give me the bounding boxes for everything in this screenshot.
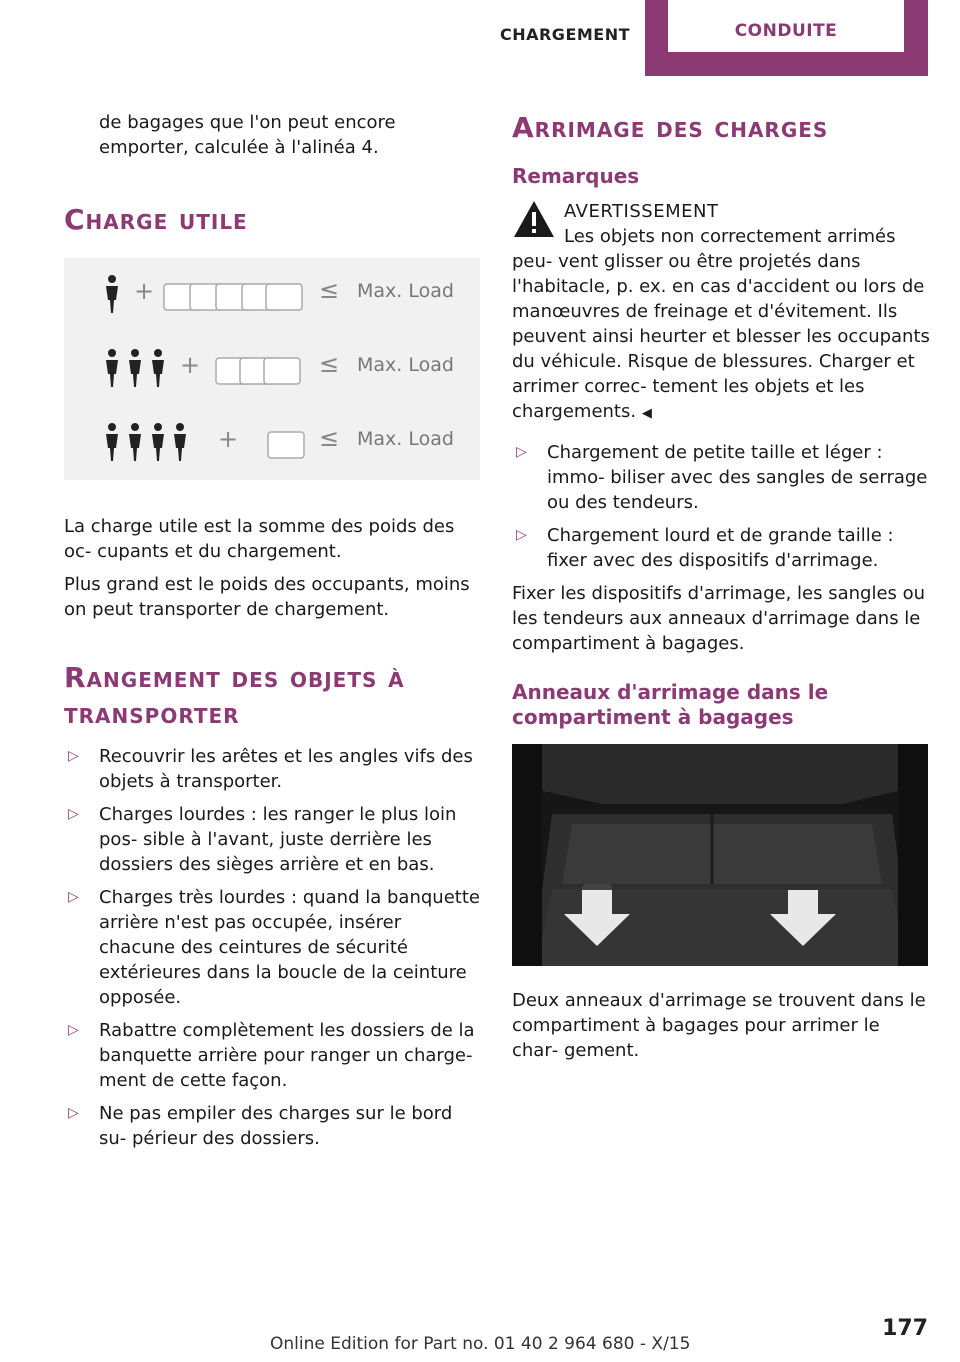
payload-note: Plus grand est le poids des occupants, moins on peut transporter de chargement.: [64, 574, 470, 620]
list-item: ▷ Recouvrir les arêtes et les angles vifs des objets à transporter.: [68, 746, 473, 792]
warning-text: Les objets non correctement arrimés peu‐ vent glisser ou être projetés dans l'habitacle, p. ex. en cas d'accident ou lors de manœuvres de freinage et d'évitement. Ils peuvent ainsi heurter et blesser les occupants du véhicule. Risque de blessures. Charger et arrimer correc‐ tement les objets et les chargements. ◀: [512, 226, 930, 422]
fixing-paragraph: Fixer les dispositifs d'arrimage, les sangles ou les tendeurs aux anneaux d'arrimage dans le compartiment à bagages.: [512, 583, 926, 654]
securing-list: [512, 440, 930, 573]
list-item: ▷ Rabattre complètement les dossiers de la banquette arrière pour ranger un charge‐ ment de cette façon.: [68, 1020, 475, 1091]
heading-payload: Charge utile: [64, 203, 248, 236]
bullet-triangle-icon: ▷: [516, 444, 527, 460]
bullet-triangle-icon: ▷: [516, 527, 527, 543]
page-number: 177: [882, 1316, 928, 1341]
subheading-rings: Anneaux d'arrimage dans le compartiment à bagages: [512, 680, 829, 729]
rings-paragraph: Deux anneaux d'arrimage se trouvent dans le compartiment à bagages pour arrimer le char‐ gement.: [512, 990, 926, 1061]
figure-row-1: [64, 274, 480, 314]
left-column: [64, 110, 482, 1159]
list-item: ▷ Ne pas empiler des charges sur le bord su‐ périeur des dossiers.: [68, 1103, 453, 1149]
list-item: ▷ Charges très lourdes : quand la banquette arrière n'est pas occupée, insérer chacune des ceintures de sécurité extérieures dans la boucle de la ceinture opposée.: [68, 887, 480, 1008]
storage-list: [64, 744, 482, 1151]
end-mark-icon: ◀: [641, 406, 652, 421]
warning-block: [512, 199, 930, 426]
right-column: [512, 110, 930, 1063]
list-item: ▷ Chargement de petite taille et léger : immo‐ biliser avec des sangles de serrage ou des tendeurs.: [516, 442, 928, 513]
leq-sign: ≤: [319, 350, 340, 378]
warning-title: AVERTISSEMENT: [564, 201, 719, 222]
bullet-triangle-icon: ▷: [68, 748, 79, 764]
bullet-triangle-icon: ▷: [68, 1105, 79, 1121]
suitcase-group-icon: [162, 278, 304, 312]
max-load-label: Max. Load: [357, 280, 454, 302]
payload-definition: La charge utile est la somme des poids des oc‐ cupants et du chargement.: [64, 516, 455, 562]
list-item: ▷ Chargement lourd et de grande taille : fixer avec des dispositifs d'arrimage.: [516, 525, 894, 571]
plus-sign: +: [218, 425, 239, 453]
edition-footer: Online Edition for Part no. 01 40 2 964 680 - X/15: [270, 1334, 691, 1354]
bullet-triangle-icon: ▷: [68, 806, 79, 822]
suitcase-icon: [266, 426, 306, 460]
list-item: ▷ Charges lourdes : les ranger le plus loin pos‐ sible à l'avant, juste derrière les dossiers des sièges arrière et en bas.: [68, 804, 457, 875]
person-icon: [102, 274, 122, 314]
payload-figure: [64, 258, 480, 480]
plus-sign: +: [180, 351, 201, 379]
suitcase-group-icon: [214, 352, 304, 386]
chapter-tab: CONDUITE: [668, 0, 904, 52]
bullet-triangle-icon: ▷: [68, 1022, 79, 1038]
heading-storage: Rangement des objets à transporter: [64, 661, 405, 730]
luggage-compartment-photo: [512, 744, 928, 966]
section-tab: CHARGEMENT: [499, 25, 631, 44]
persons-icon: [102, 348, 168, 388]
max-load-label: Max. Load: [357, 428, 454, 450]
leq-sign: ≤: [319, 276, 340, 304]
heading-securing: Arrimage des charges: [512, 111, 829, 144]
trunk-illustration: [512, 744, 928, 966]
leq-sign: ≤: [319, 424, 340, 452]
max-load-label: Max. Load: [357, 354, 454, 376]
subheading-remarks: Remarques: [512, 164, 640, 188]
persons-icon: [102, 422, 190, 462]
intro-text: de bagages que l'on peut encore emporter, calculée à l'alinéa 4.: [99, 112, 396, 158]
plus-sign: +: [134, 277, 155, 305]
figure-row-2: [64, 348, 480, 388]
warning-triangle-icon: [512, 199, 556, 239]
bullet-triangle-icon: ▷: [68, 889, 79, 905]
figure-row-3: [64, 422, 480, 462]
